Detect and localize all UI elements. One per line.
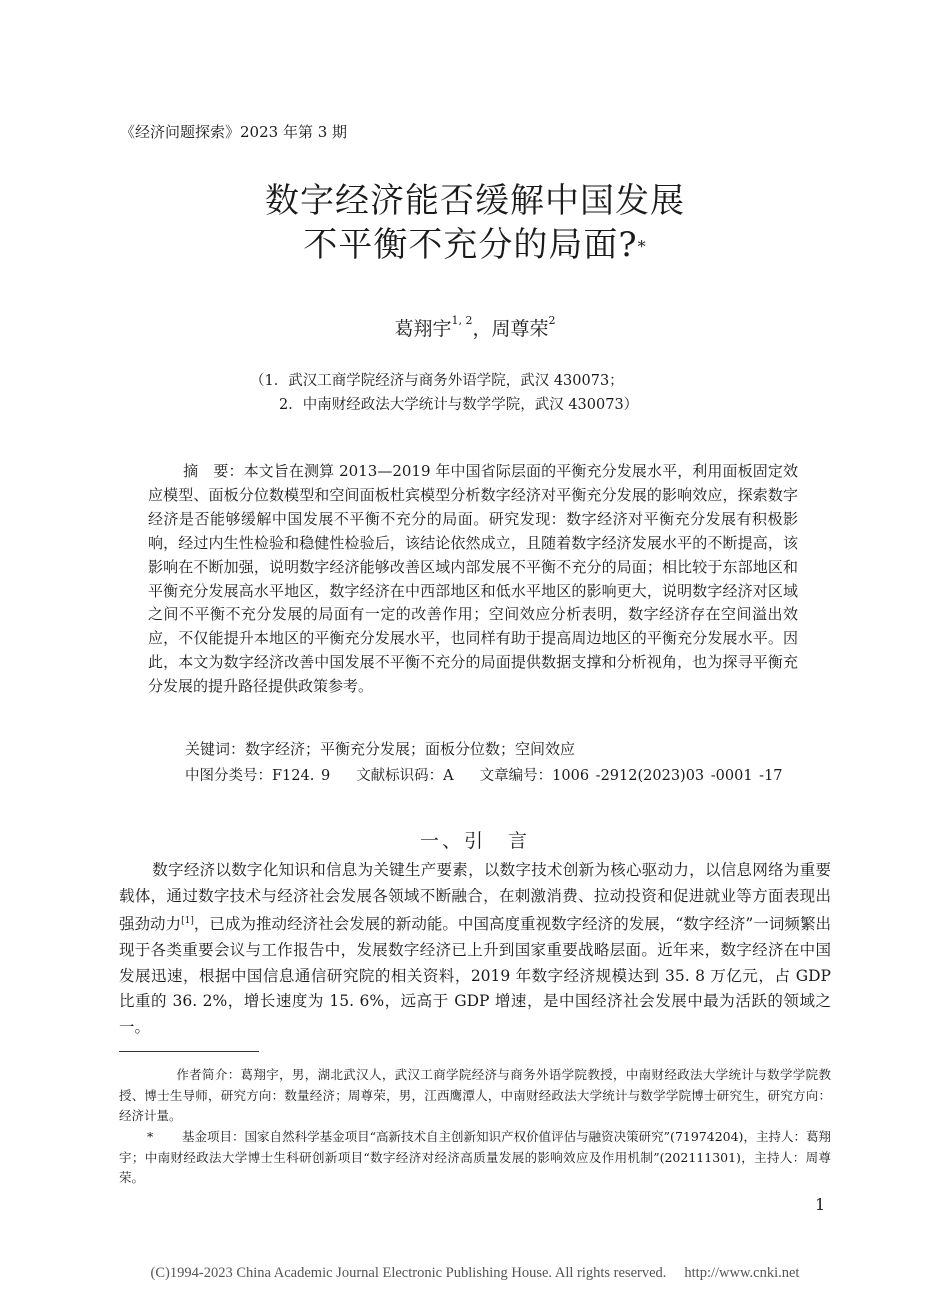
- article-title-line-2: [0, 223, 950, 267]
- author-2: 周尊荣: [491, 318, 549, 340]
- author-2-affil: 2: [548, 314, 556, 327]
- footnote-divider: [119, 1051, 259, 1052]
- page-number: 1: [815, 1195, 826, 1214]
- body-text-2: ，已成为推动经济社会发展的新动能。中国高度重视数字经济的发展，“数字经济”一词频繁出现于各类重要会议与工作报告中，发展数字经济已上升到国家重要战略层面。近年来，数字经济在中国发展迅速，根据中国信息通信研究院的相关资料，2019 年数字经济规模达到 35. 8 万亿元，占 GDP 比重的 36. 2%，增长速度为 15. 6%，远高于 GDP 增速，是中国经济社会发展中最为活跃的领域之一。: [119, 915, 831, 1036]
- footnote-fund: [119, 1127, 831, 1189]
- title-text-1: 数字经济能否缓解中国发展: [265, 181, 685, 221]
- clc-number: 中图分类号：F124. 9: [185, 768, 331, 784]
- abstract: [148, 460, 798, 699]
- classification-line: [185, 764, 783, 785]
- author-1-affil: 1, 2: [451, 314, 473, 327]
- body-text-1: 数字经济以数字化知识和信息为关键生产要素，以数字技术创新为核心驱动力，以信息网络为重要载体，通过数字技术与经济社会发展各领域不断融合，在刺激消费、拉动投资和促进就业等方面表现出强劲动力: [119, 861, 831, 934]
- footnote-author-bio: [119, 1065, 831, 1127]
- fund-text: 基金项目：国家自然科学基金项目“高新技术自主创新知识产权价值评估与融资决策研究”(71974204)，主持人：葛翔宇；中南财经政法大学博士生科研创新项目“数字经济对经济高质量发展的影响效应及作用机制”(202111301)，主持人：周尊荣。: [119, 1129, 831, 1185]
- document-code: 文献标识码：A: [356, 768, 454, 784]
- section-heading: 一、引 言: [419, 830, 530, 852]
- affiliation-2: 2．中南财经政法大学统计与数学学院，武汉 430073）: [279, 397, 639, 413]
- fund-mark: *: [147, 1129, 154, 1144]
- copyright-footer: [0, 1265, 950, 1282]
- body-paragraph: [119, 858, 831, 1040]
- citation-ref: [1]: [181, 916, 194, 927]
- article-number: 文章编号：1006 -2912(2023)03 -0001 -17: [479, 768, 783, 784]
- journal-header: 《经济问题探索》2023 年第 3 期: [120, 123, 348, 141]
- cnki-url[interactable]: http://www.cnki.net: [684, 1265, 800, 1281]
- author-line: [0, 314, 950, 341]
- author-1: 葛翔宇: [394, 318, 452, 340]
- abstract-text: 摘 要：本文旨在测算 2013—2019 年中国省际层面的平衡充分发展水平，利用面板固定效应模型、面板分位数模型和空间面板杜宾模型分析数字经济对平衡充分发展的影响效应，探索数字经济是否能够缓解中国发展不平衡不充分的局面。研究发现：数字经济对平衡充分发展有积极影响，经过内生性检验和稳健性检验后，该结论依然成立，且随着数字经济发展水平的不断提高，该影响在不断加强，说明数字经济能够改善区域内部发展不平衡不充分的局面；相比较于东部地区和平衡充分发展高水平地区，数字经济在中西部地区和低水平地区的影响更大，说明数字经济对区域之间不平衡不充分发展的局面有一定的改善作用；空间效应分析表明，数字经济存在空间溢出效应，不仅能提升本地区的平衡充分发展水平，也同样有助于提高周边地区的平衡充分发展水平。因此，本文为数字经济改善中国发展不平衡不充分的局面提供数据支撑和分析视角，也为探寻平衡充分发展的提升路径提供政策参考。: [148, 462, 798, 696]
- author-bio-text: 作者简介：葛翔宇，男，湖北武汉人，武汉工商学院经济与商务外语学院教授，中南财经政法大学统计与数学学院教授、博士生导师，研究方向：数量经济；周尊荣，男，江西鹰潭人，中南财经政法大学统计与数学学院博士研究生，研究方向：经济计量。: [119, 1067, 831, 1123]
- title-text-2: 不平衡不充分的局面?: [303, 225, 638, 265]
- title-footnote-mark: *: [637, 237, 647, 256]
- keywords: 关键词：数字经济；平衡充分发展；面板分位数；空间效应: [185, 740, 576, 758]
- copyright-text: (C)1994-2023 China Academic Journal Electronic Publishing House. All rights reserved.: [150, 1265, 667, 1281]
- author-separator: ，: [472, 318, 492, 340]
- affiliation-1: （1．武汉工商学院经济与商务外语学院，武汉 430073；: [250, 373, 624, 389]
- article-title-line-1: [0, 179, 950, 223]
